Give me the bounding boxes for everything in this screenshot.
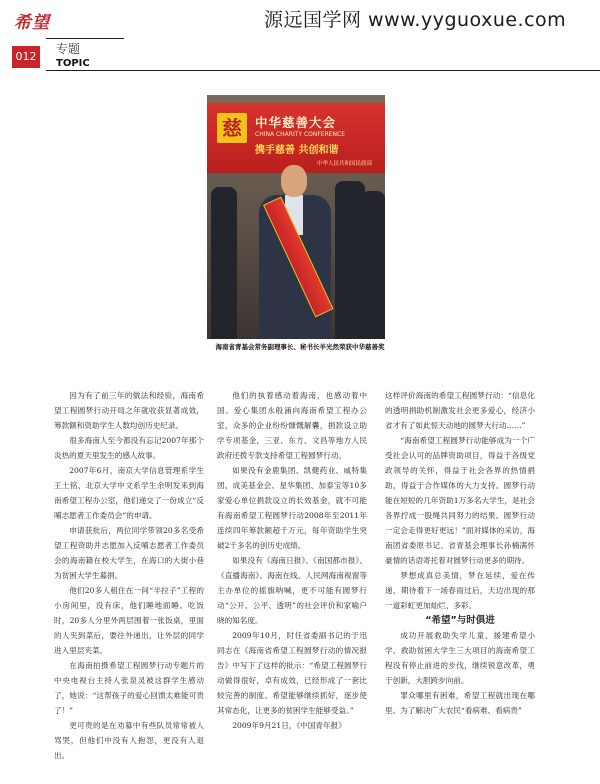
banner-slogan: 携手慈善 共创和谐 (255, 145, 339, 156)
conference-banner (207, 103, 385, 173)
paragraph: 因为有了前三年的做法和经验，海南希望工程圆梦行动开局之年就收获显著成效，筹款额和资助学生人数均创历史纪录。 (54, 391, 204, 430)
charity-logo-icon: 慈 (217, 113, 247, 143)
banner-english: CHINA CHARITY CONFERENCE (255, 131, 346, 138)
paragraph: 成功开展救助失学儿童、援建希望小学、救助贫困大学生三大项目的海南希望工程没有停止前进的步伐，继续锐意改革，勇于创新，大胆跨步向前。 (385, 631, 535, 685)
article-column-2 (217, 388, 367, 733)
paragraph: 2009年10月，时任省委副书记的于迅同志在《海南省希望工程圆梦行动的情况报告》中写下了这样的批示：“希望工程圆梦行动做得很好，卓有成效，已经形成了一套比较完善的制度。希望能够继续抓好，逐步使其常态化，让更多的贫困学生能够受益。” (217, 631, 367, 715)
paragraph: 梦想成真总美情，梦在延续，爱在传递，期待着下一场春雨过后，天边出现的那一道彩虹更加灿烂、多彩。 (385, 571, 535, 610)
paragraph: 申请获批后，两位同学带领20多名受希望工程资助并志愿加入反哺志愿者工作委员会的海南籍在校大学生，在海口的大街小巷为贫困大学生募捐。 (54, 526, 204, 580)
paragraph: 他们20多人租住在一间“半拉子”工程的小房间里，没有床，他们睡地面睡。吃饭时，20多人分里外两层围着一张饭桌，里面的人夹到菜后，要往外递出，让外层的同学进入里层夹菜。 (54, 586, 204, 655)
page-number-badge: 012 (12, 46, 40, 68)
site-watermark: 源远国学网 www.yyguoxue.com (264, 9, 567, 31)
section-title-en: TOPIC (56, 58, 90, 69)
background-figure (361, 191, 385, 339)
section-title-cn: 专题 (56, 42, 81, 56)
paragraph: 2007年6月，南京大学信息管理系学生王土铭、北京大学中文系学生余明发来到海南希望工程办公室，他们递交了一份成立“反哺志愿者工作委员会”的申请。 (54, 466, 204, 520)
banner-title: 中华慈善大会 (255, 115, 337, 130)
paragraph: 罪众哪里有困难，希望工程就出现在哪里。为了解决广大农民“看病难、看病贵” (385, 691, 535, 715)
paragraph: “海南希望工程圆梦行动能够成为一个广受社会认可的品牌资助项目，得益于各级党政领导的关怀，得益于社会各界的热情捐助，得益于合作媒体的大力支持。圆梦行动能在短短的几年资助1万多名大学生，是社会各界拧成一股绳共同努力的结果。圆梦行动一定会走得更好更远！”面对媒体的采访，海南团省委原书记、省青基会理事长孙楠满怀豪情的话语寄托着对圆梦行动更多的期待。 (385, 436, 535, 565)
article-column-1 (54, 388, 204, 763)
award-recipient-figure (255, 165, 335, 339)
photo-caption: 海南省青基会常务副理事长、秘书长羊光然荣获中华慈善奖 (215, 343, 385, 351)
article-column-3 (385, 388, 535, 718)
figure-head (281, 165, 307, 197)
paragraph: 在海南拍摄希望工程圆梦行动专题片的中央电视台主持人张泉灵被这群学生感动了，她说：“这帮孩子的爱心回馈太难能可贵了！” (54, 661, 204, 715)
section-subheading: “希望”与时俱进 (425, 615, 495, 626)
paragraph: 他们的执着感动着海南，也感动着中国。爱心集团永般涌向海南希望工程办公室，众多的企业纷纷慷慨解囊，捐款设立助学专项基金，三亚、东方、文昌等地方人民政府还拨专款支持希望工程圆梦行动。 (217, 391, 367, 460)
background-figure (211, 187, 237, 339)
paragraph: 很多海南人至今都没有忘记2007年那个炎热的夏天里发生的感人故事。 (54, 436, 204, 460)
paragraph: 更可贵的是在劝募中有些队员常常被人骂哭，但他们中没有人抱怨，更没有人退出。 (54, 721, 204, 760)
header-rule-top (46, 38, 124, 39)
banner-organizer: 中华人民共和国民政部 (317, 161, 373, 167)
header-rule (46, 70, 600, 71)
magazine-brand: 希望 (14, 13, 50, 33)
paragraph: 2009年9月21日，《中国青年报》 (232, 721, 346, 730)
paragraph: 这样评价海南的希望工程圆梦行动：“信息化的透明捐助机制激发社会更多爱心，经济小省才有了如此惊天动地的圆梦大行动……” (385, 391, 535, 430)
paragraph: 如果没有金鹿集团、凯健药业、威特集团、成美基金会、星华集团、加泰宝等10多家爱心单位捐款设立的长效基金，就不可能有海南希望工程圆梦行动2008年至2011年连续四年筹款额超千万元，每年资助学生突破2千多名的创历史成绩。 (217, 466, 367, 550)
article-photo (207, 95, 385, 339)
paragraph: 如果没有《海南日报》、《南国都市报》、《直播海南》、海南在线、人民网海南视窗等主办单位的摇旗呐喊，更不可能有圆梦行动“公开、公平、透明”的社会评价和家喻户晓的知名度。 (217, 556, 367, 625)
